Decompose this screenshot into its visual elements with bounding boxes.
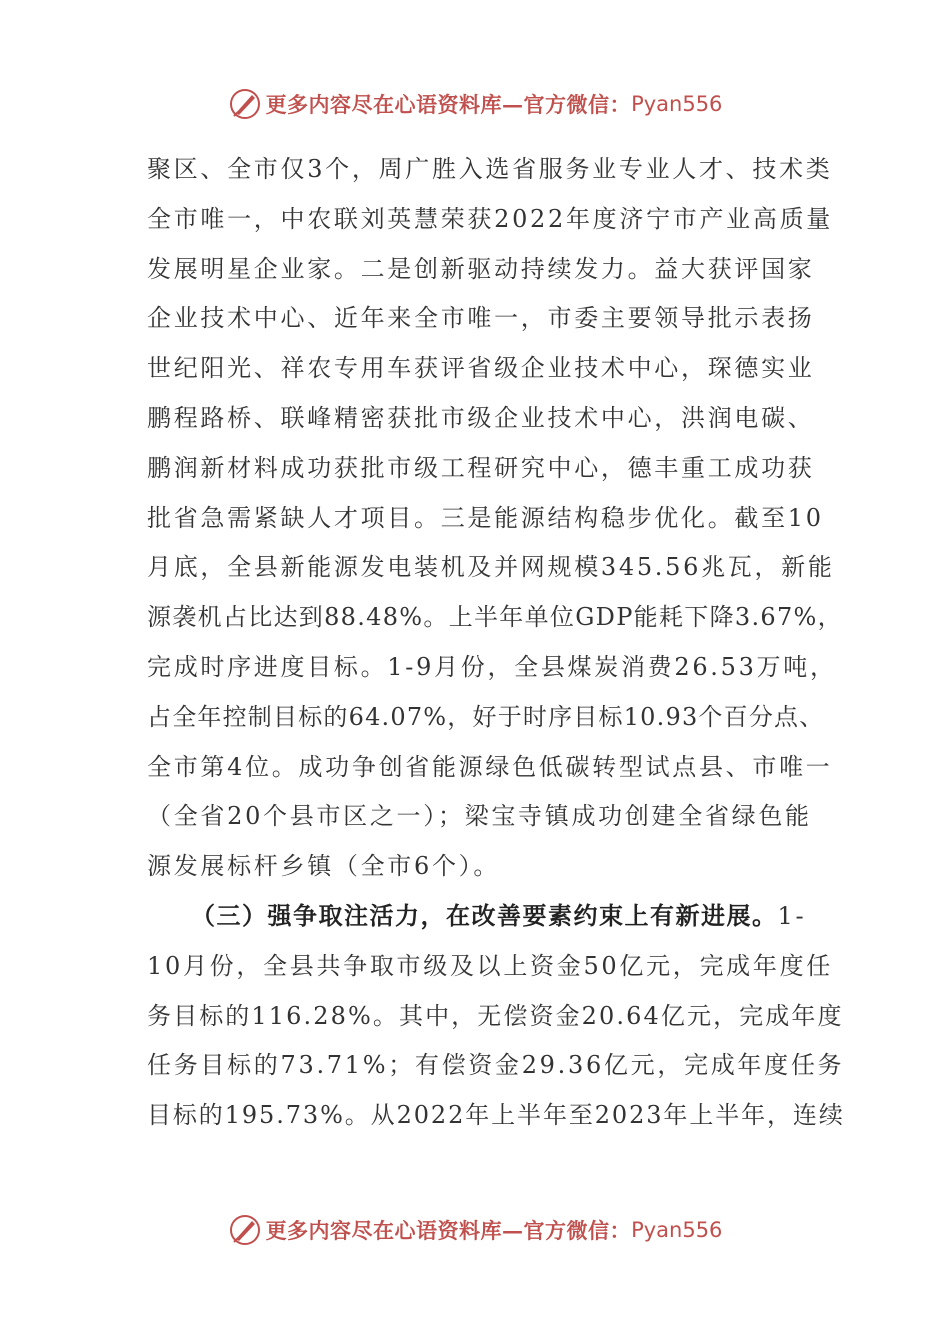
text-line: 世纪阳光、祥农专用车获评省级企业技术中心，琛德实业 — [147, 354, 815, 383]
text-line: 鹏润新材料成功获批市级工程研究中心，德丰重工成功获 — [147, 453, 815, 482]
text-line: 源袭机占比达到88.48%。上半年单位GDP能耗下降3.67%， — [147, 603, 843, 632]
text-line: 10月份，全县共争取市级及以上资金50亿元，完成年度任 — [147, 951, 833, 980]
text-line: 聚区、全市仅3个，周广胜入选省服务业专业人才、技术类 — [147, 155, 833, 183]
text-line: 发展明星企业家。二是创新驱动持续发力。益大获评国家 — [147, 254, 815, 283]
header-watermark — [0, 84, 950, 124]
text-line: 全市唯一，中农联刘英慧荣获2022年度济宁市产业高质量 — [147, 204, 833, 233]
text-line: 源发展标杆乡镇（全市6个）。 — [147, 852, 501, 881]
text-line: 目标的195.73%。从2022年上半年至2023年上半年，连续 — [147, 1101, 845, 1130]
watermark-wechat-id: Pyan556 — [631, 1218, 723, 1242]
paragraph-innovation-energy — [147, 145, 842, 892]
document-body — [147, 145, 845, 1141]
section-heading: （三）强争取注活力，在改善要素约束上有新进展。 — [191, 901, 778, 930]
text-line: 鹏程路桥、联峰精密获批市级企业技术中心，洪润电碳、 — [147, 403, 815, 432]
section-heading-line — [147, 892, 842, 942]
footer-watermark — [0, 1210, 950, 1250]
text-line: 全市第4位。成功争创省能源绿色低碳转型试点县、市唯一 — [147, 752, 833, 781]
text-line: 务目标的116.28%。其中，无偿资金20.64亿元，完成年度 — [147, 1001, 844, 1030]
text-line: 完成时序进度目标。1-9月份，全县煤炭消费26.53万吨， — [147, 652, 837, 681]
quill-logo-icon — [228, 87, 262, 121]
text-line: 任务目标的73.71%；有偿资金29.36亿元，完成年度任务 — [147, 1051, 845, 1080]
text-line: 月底，全县新能源发电装机及并网规模345.56兆瓦，新能 — [147, 553, 835, 582]
text-line: 企业技术中心、近年来全市唯一，市委主要领导批示表扬 — [147, 304, 815, 333]
watermark-text: 更多内容尽在心语资料库—官方微信： — [265, 1218, 632, 1243]
watermark-wechat-id: Pyan556 — [631, 92, 723, 116]
quill-logo-icon — [228, 1213, 262, 1247]
heading-tail-text: 1- — [777, 901, 807, 930]
paragraph-funding — [147, 892, 845, 1141]
text-line: 批省急需紧缺人才项目。三是能源结构稳步优化。截至10 — [147, 503, 824, 532]
text-line: 占全年控制目标的64.07%，好于时序目标10.93个百分点、 — [147, 702, 825, 731]
watermark-text: 更多内容尽在心语资料库—官方微信： — [265, 92, 632, 117]
text-line: （全省20个县市区之一）；梁宝寺镇成功创建全省绿色能 — [147, 802, 812, 831]
